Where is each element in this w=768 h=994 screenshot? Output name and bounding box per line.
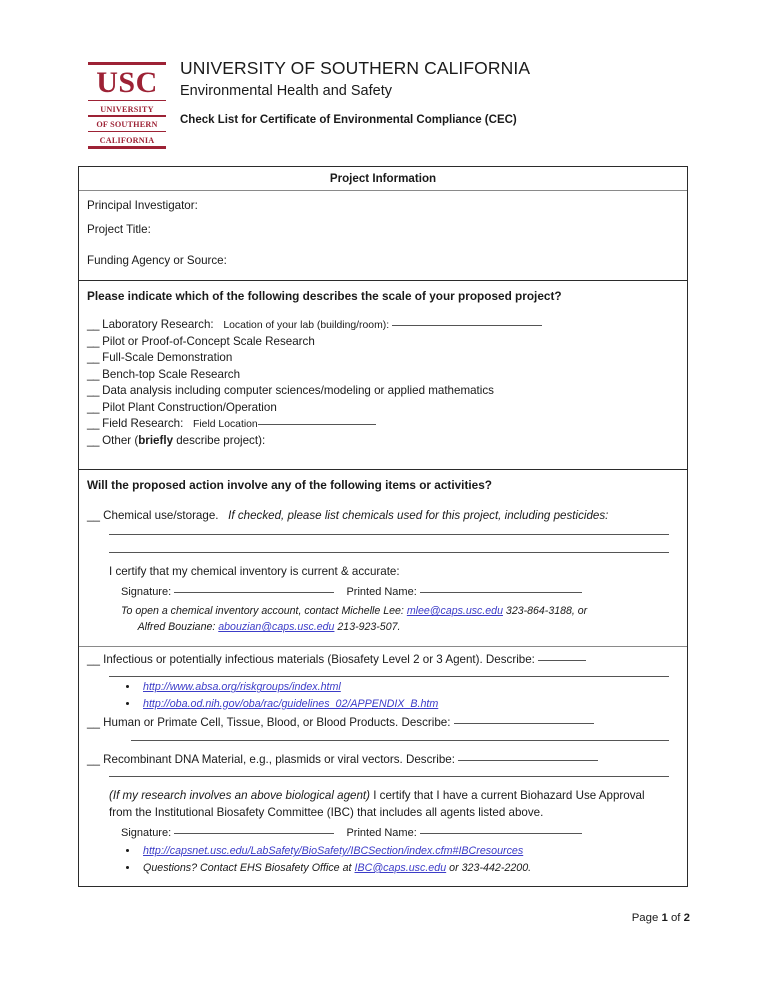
activity-chemical-label: Chemical use/storage. — [103, 508, 219, 522]
project-information-title: Project Information — [329, 172, 437, 185]
checkbox-blank[interactable]: __ — [87, 334, 99, 348]
logo-rule-2 — [88, 115, 166, 117]
activity-human-cell-label: Human or Primate Cell, Tissue, Blood, or Blood Products. Describe: — [103, 716, 451, 730]
alfred-bouziane-phone: 213-923-507. — [337, 621, 401, 634]
scale-option-detail: Field Location — [193, 419, 258, 431]
checkbox-blank[interactable]: __ — [87, 384, 99, 398]
field-project-title[interactable]: Project Title: — [87, 223, 151, 237]
field-principal-investigator[interactable]: Principal Investigator: — [87, 199, 198, 213]
absa-riskgroups-link[interactable]: http://www.absa.org/riskgroups/index.html — [143, 681, 341, 694]
biohazard-italic-lead: (If my research involves an above biological agent) — [109, 788, 370, 802]
usc-logo-line-3: CALIFORNIA — [99, 135, 155, 145]
chemical-printed-name-label: Printed Name: — [346, 586, 417, 599]
footer-page-prefix: Page — [631, 912, 662, 924]
scale-question: Please indicate which of the following describes the scale of your proposed project? — [87, 288, 562, 303]
chemical-printed-name-input[interactable] — [420, 592, 582, 593]
scale-option-pilot-plant[interactable] — [87, 400, 679, 416]
biohazard-printed-name-input[interactable] — [420, 833, 582, 834]
scale-option-label: Bench-top Scale Research — [102, 367, 241, 381]
footer-page-middle: of — [667, 912, 684, 924]
scale-option-label: Laboratory Research: — [102, 318, 214, 332]
activity-recombinant-label: Recombinant DNA Material, e.g., plasmids or viral vectors. Describe: — [103, 752, 455, 766]
chemical-signature-label: Signature: — [121, 586, 172, 599]
department-name: Environmental Health and Safety — [180, 82, 392, 99]
scale-option-other[interactable] — [87, 433, 679, 449]
checkbox-blank[interactable]: __ — [87, 367, 99, 381]
logo-rule-3 — [88, 131, 166, 133]
activities-question: Will the proposed action involve any of the following items or activities? — [87, 478, 492, 493]
biohazard-links-list — [87, 843, 679, 876]
capsnet-ibc-resources-link[interactable]: http://capsnet.usc.edu/LabSafety/BioSafety/IBCSection/index.cfm#IBCresources — [143, 845, 524, 858]
footer-page-total: 2 — [683, 912, 690, 924]
checkbox-blank[interactable]: __ — [87, 351, 99, 365]
lab-location-blank-line[interactable] — [392, 325, 542, 326]
recombinant-describe-input-1[interactable] — [458, 760, 598, 761]
checkbox-blank[interactable]: __ — [87, 318, 99, 332]
footer-page-current: 1 — [661, 912, 668, 924]
michelle-lee-email-link[interactable]: mlee@caps.usc.edu — [406, 605, 503, 618]
human-cell-describe-input-1[interactable] — [454, 723, 594, 724]
scale-section-row — [79, 281, 687, 471]
scale-section — [79, 281, 687, 470]
checkbox-blank[interactable]: __ — [87, 433, 99, 447]
scale-option-data-analysis[interactable] — [87, 383, 679, 399]
contact-prefix-text: To open a chemical inventory account, contact Michelle Lee: — [121, 605, 404, 618]
document-header — [88, 58, 688, 151]
field-funding-agency[interactable]: Funding Agency or Source: — [87, 254, 227, 268]
alfred-bouziane-name: Alfred Bouziane: — [137, 621, 216, 634]
logo-rule-top — [88, 62, 166, 65]
scale-option-label: Pilot or Proof-of-Concept Scale Research — [102, 334, 315, 348]
scale-option-label: Other (briefly describe project): — [102, 433, 266, 447]
university-name: UNIVERSITY OF SOUTHERN CALIFORNIA — [180, 58, 531, 78]
activities-question-cell — [79, 470, 687, 646]
project-information-fields-row — [79, 191, 687, 280]
infectious-describe-input-1[interactable] — [538, 660, 586, 661]
biohazard-printed-name-label: Printed Name: — [346, 827, 417, 840]
scale-option-pilot-proof-of-concept[interactable] — [87, 334, 679, 350]
page-footer — [632, 912, 690, 924]
ibc-caps-email-link[interactable]: IBC@caps.usc.edu — [354, 861, 447, 874]
checkbox-blank[interactable]: __ — [87, 653, 100, 667]
scale-option-laboratory-research[interactable] — [87, 317, 679, 334]
infectious-describe-input-2[interactable] — [109, 676, 669, 677]
scale-option-label: Pilot Plant Construction/Operation — [102, 400, 277, 414]
document-subtitle: Check List for Certificate of Environmental Compliance (CEC) — [180, 114, 517, 127]
project-information-fields — [79, 191, 687, 279]
infectious-links-list — [87, 679, 679, 712]
chemical-signature-row — [87, 584, 679, 600]
usc-logo-mark: USC — [96, 65, 158, 99]
chemical-inventory-certification: I certify that my chemical inventory is current & accurate: — [109, 564, 400, 578]
scale-option-label: Full-Scale Demonstration — [102, 351, 233, 365]
list-item[interactable] — [139, 860, 679, 877]
activity-recombinant-dna[interactable] — [87, 751, 679, 768]
header-text-block — [166, 58, 688, 128]
field-location-blank-line[interactable] — [258, 424, 376, 425]
checkbox-blank[interactable]: __ — [87, 508, 100, 522]
nih-appendix-b-link[interactable]: http://oba.od.nih.gov/oba/rac/guidelines_02/APPENDIX_B.htm — [143, 697, 439, 710]
scale-option-full-scale-demonstration[interactable] — [87, 350, 679, 366]
activities-question-row — [79, 470, 687, 647]
usc-logo-line-2: OF SOUTHERN — [96, 120, 158, 130]
activity-infectious-label: Infectious or potentially infectious materials (Biosafety Level 2 or 3 Agent). Describe: — [103, 653, 535, 667]
checkbox-blank[interactable]: __ — [87, 752, 100, 766]
biohazard-signature-row — [87, 825, 679, 841]
chemical-inventory-contact — [87, 604, 679, 636]
logo-rule-bottom — [88, 146, 166, 149]
scale-option-field-research[interactable] — [87, 416, 679, 433]
list-item[interactable] — [139, 696, 679, 713]
biohazard-signature-input[interactable] — [174, 833, 334, 834]
scale-option-label: Data analysis including computer sciences/modeling or applied mathematics — [102, 384, 494, 398]
michelle-lee-phone: 323-864-3188, or — [505, 605, 588, 618]
alfred-bouziane-email-link[interactable]: abouzian@caps.usc.edu — [218, 621, 335, 634]
list-item[interactable] — [139, 843, 679, 860]
checkbox-blank[interactable]: __ — [87, 400, 99, 414]
activity-human-primate-cell[interactable] — [87, 714, 679, 731]
logo-rule-1 — [88, 100, 166, 102]
cec-form-table — [78, 166, 688, 887]
checkbox-blank[interactable]: __ — [87, 417, 99, 431]
usc-logo — [88, 58, 166, 151]
biosafety-row — [79, 647, 687, 885]
activity-chemical-use[interactable] — [87, 507, 679, 524]
usc-logo-line-1: UNIVERSITY — [100, 104, 154, 114]
checkbox-blank[interactable]: __ — [87, 716, 100, 730]
biosafety-office-phone: or 323-442-2200. — [449, 861, 532, 874]
list-item[interactable] — [139, 679, 679, 696]
biosafety-office-question-prefix: Questions? Contact EHS Biosafety Office at — [143, 861, 352, 874]
biohazard-certification — [87, 787, 679, 821]
biohazard-body-text: I certify that I have a current Biohazard Use Approval from the Institutional Biosafety Committee (IBC) that includes all agents listed above. — [109, 788, 645, 819]
scale-option-label: Field Research: — [102, 417, 184, 431]
activity-infectious-materials[interactable] — [87, 651, 679, 668]
scale-option-detail: Location of your lab (building/room): — [223, 320, 390, 332]
scale-option-bench-top[interactable] — [87, 367, 679, 383]
chemical-signature-input[interactable] — [174, 592, 334, 593]
activity-chemical-instruction: If checked, please list chemicals used for this project, including pesticides: — [228, 508, 609, 522]
biohazard-signature-label: Signature: — [121, 827, 172, 840]
biosafety-cell — [79, 647, 687, 885]
project-information-header-row — [79, 167, 687, 191]
